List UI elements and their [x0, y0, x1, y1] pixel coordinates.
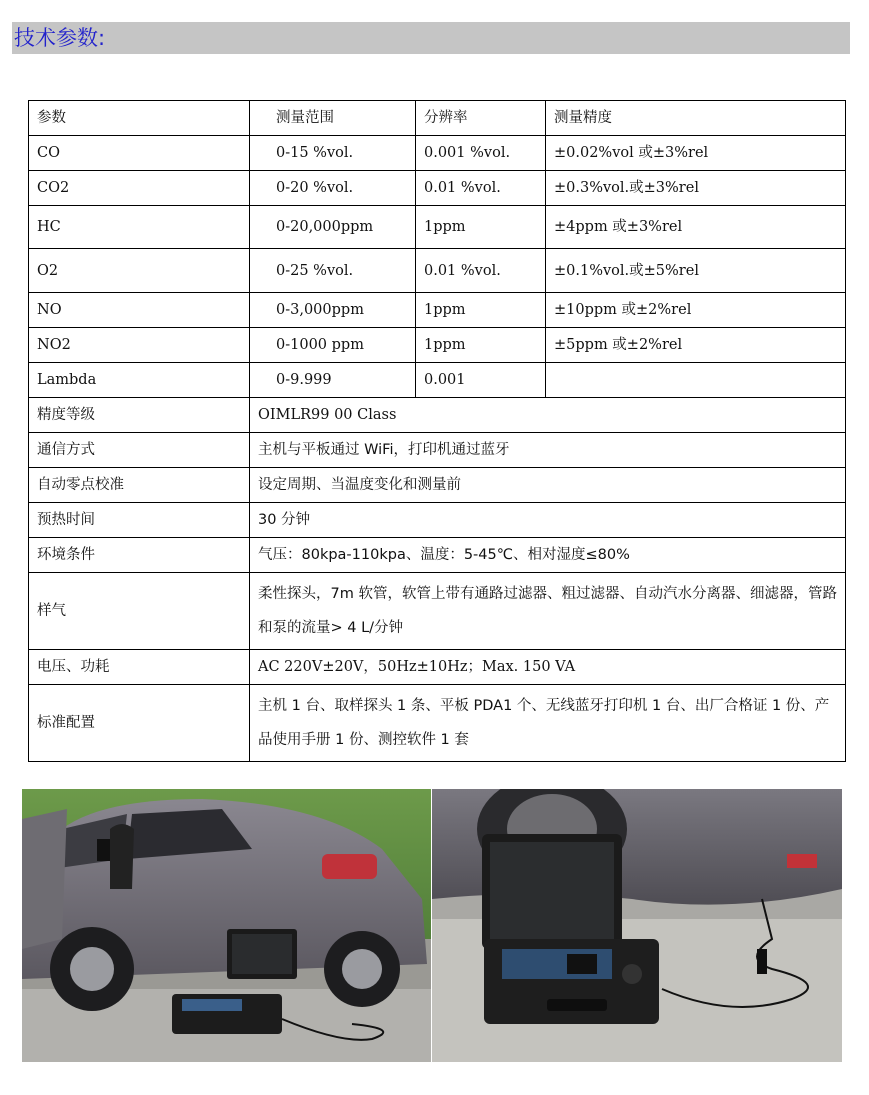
cell-param: NO2 — [29, 328, 250, 363]
photo-analyzer-closeup — [432, 789, 842, 1062]
cell-range: 0-25 %vol. — [250, 249, 416, 293]
header-cell-range: 测量范围 — [250, 101, 416, 136]
info-row — [29, 503, 846, 538]
cell-resolution: 0.001 — [416, 363, 546, 398]
cell-param: HC — [29, 206, 250, 249]
cell-accuracy: ±0.3%vol.或±3%rel — [546, 171, 846, 206]
cell-accuracy — [546, 363, 846, 398]
info-label: 环境条件 — [29, 538, 250, 573]
info-row — [29, 433, 846, 468]
header-cell-accuracy: 测量精度 — [546, 101, 846, 136]
info-value: 柔性探头，7m 软管，软管上带有通路过滤器、粗过滤器、自动汽水分离器、细滤器，管路和泵的流量> 4 L/分钟 — [250, 573, 846, 650]
cell-range: 0-3,000ppm — [250, 293, 416, 328]
info-label: 标准配置 — [29, 685, 250, 762]
info-value: 主机与平板通过 WiFi，打印机通过蓝牙 — [250, 433, 846, 468]
info-row — [29, 685, 846, 762]
info-label: 通信方式 — [29, 433, 250, 468]
table-row — [29, 293, 846, 328]
cell-resolution: 1ppm — [416, 206, 546, 249]
info-row — [29, 573, 846, 650]
cell-resolution: 0.01 %vol. — [416, 249, 546, 293]
cell-range: 0-20,000ppm — [250, 206, 416, 249]
cell-resolution: 0.001 %vol. — [416, 136, 546, 171]
cell-range: 0-9.999 — [250, 363, 416, 398]
info-label: 预热时间 — [29, 503, 250, 538]
cell-resolution: 0.01 %vol. — [416, 171, 546, 206]
table-row — [29, 136, 846, 171]
table-row — [29, 171, 846, 206]
cell-accuracy: ±10ppm 或±2%rel — [546, 293, 846, 328]
cell-accuracy: ±4ppm 或±3%rel — [546, 206, 846, 249]
cell-range: 0-20 %vol. — [250, 171, 416, 206]
info-value: OIMLR99 00 Class — [250, 398, 846, 433]
info-value: 气压：80kpa-110kpa、温度：5-45℃、相对湿度≤80% — [250, 538, 846, 573]
section-title: 技术参数: — [14, 26, 106, 50]
cell-range: 0-1000 ppm — [250, 328, 416, 363]
table-row — [29, 363, 846, 398]
cell-resolution: 1ppm — [416, 328, 546, 363]
cell-resolution: 1ppm — [416, 293, 546, 328]
cell-param: NO — [29, 293, 250, 328]
header-cell-resolution: 分辨率 — [416, 101, 546, 136]
cell-param: CO2 — [29, 171, 250, 206]
info-value: AC 220V±20V，50Hz±10Hz；Max. 150 VA — [250, 650, 846, 685]
section-header — [12, 22, 850, 54]
cell-accuracy: ±0.1%vol.或±5%rel — [546, 249, 846, 293]
cell-accuracy: ±5ppm 或±2%rel — [546, 328, 846, 363]
table-row — [29, 249, 846, 293]
info-row — [29, 398, 846, 433]
table-row — [29, 206, 846, 249]
info-label: 自动零点校准 — [29, 468, 250, 503]
info-row — [29, 538, 846, 573]
info-row — [29, 468, 846, 503]
info-value: 30 分钟 — [250, 503, 846, 538]
cell-param: Lambda — [29, 363, 250, 398]
info-label: 电压、功耗 — [29, 650, 250, 685]
cell-range: 0-15 %vol. — [250, 136, 416, 171]
cell-accuracy: ±0.02%vol 或±3%rel — [546, 136, 846, 171]
table-row — [29, 328, 846, 363]
info-row — [29, 650, 846, 685]
info-value: 设定周期、当温度变化和测量前 — [250, 468, 846, 503]
cell-param: O2 — [29, 249, 250, 293]
photo-car-with-analyzer — [22, 789, 431, 1062]
cell-param: CO — [29, 136, 250, 171]
spec-table — [28, 100, 846, 762]
header-cell-param: 参数 — [29, 101, 250, 136]
info-label: 样气 — [29, 573, 250, 650]
table-header-row — [29, 101, 846, 136]
info-label: 精度等级 — [29, 398, 250, 433]
info-value: 主机 1 台、取样探头 1 条、平板 PDA1 个、无线蓝牙打印机 1 台、出厂合格证 1 份、产品使用手册 1 份、测控软件 1 套 — [250, 685, 846, 762]
